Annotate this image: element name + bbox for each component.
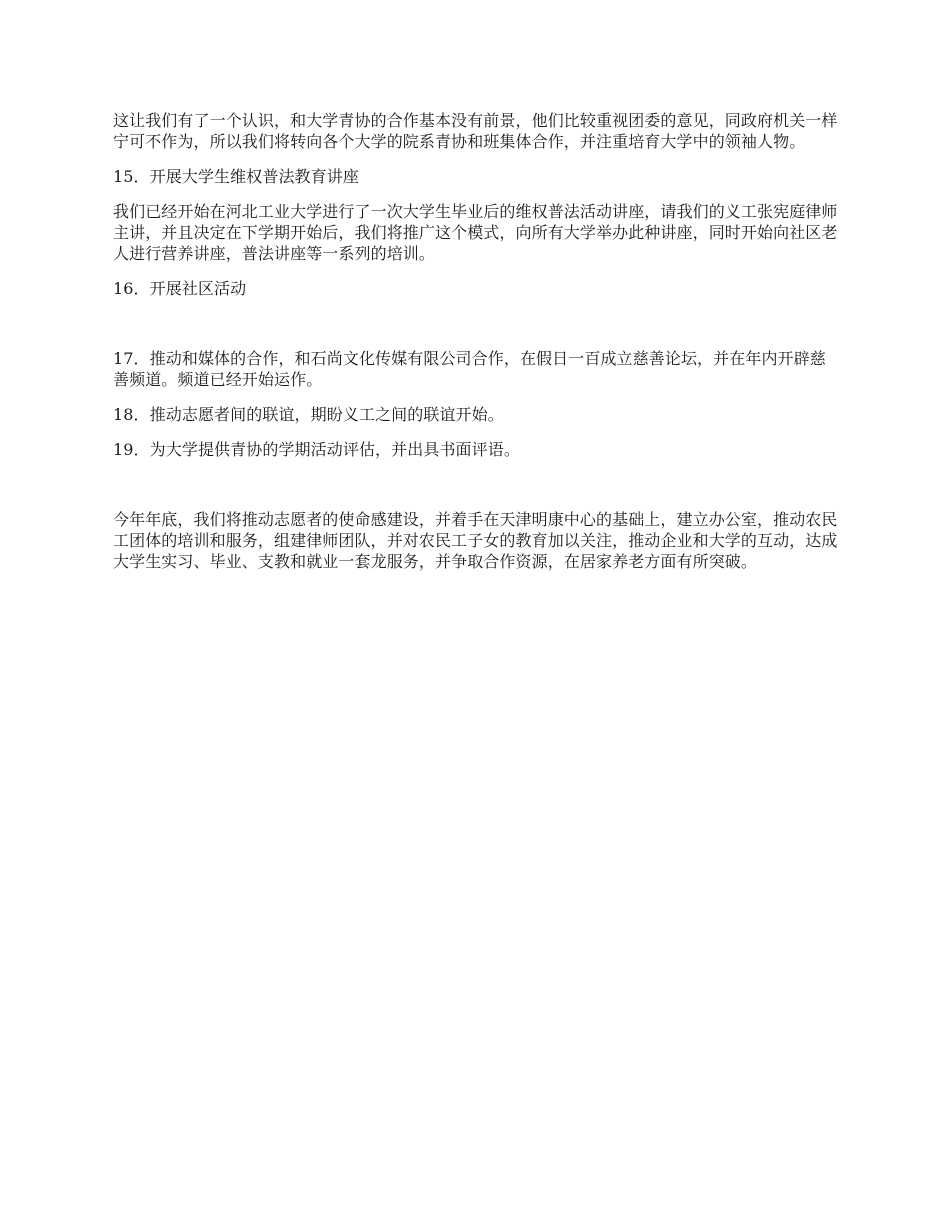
item-16-heading: 16．开展社区活动: [113, 279, 247, 298]
closing-paragraph: 今年年底，我们将推动志愿者的使命感建设，并着手在天津明康中心的基础上，建立办公室，推动农民工团体的培训和服务，组建律师团队，并对农民工子女的教育加以关注，推动企业和大学的互动，达成大学生实习、毕业、支教和就业一套龙服务，并争取合作资源，在居家养老方面有所突破。: [113, 510, 838, 571]
item-15-body: 我们已经开始在河北工业大学进行了一次大学生毕业后的维权普法活动讲座，请我们的义工张宪庭律师主讲，并且决定在下学期开始后，我们将推广这个模式，向所有大学举办此种讲座，同时开始向社区老人进行营养讲座，普法讲座等一系列的培训。: [113, 202, 838, 263]
item-17-heading: 17．推动和媒体的合作，和石尚文化传媒有限公司合作，在假日一百成立慈善论坛，并在年内开辟慈善频道。频道已经开始运作。: [113, 349, 826, 389]
intro-paragraph: 这让我们有了一个认识，和大学青协的合作基本没有前景，他们比较重视团委的意见，同政府机关一样宁可不作为，所以我们将转向各个大学的院系青协和班集体合作，并注重培育大学中的领袖人物。: [113, 111, 838, 151]
item-18-heading: 18．推动志愿者间的联谊，期盼义工之间的联谊开始。: [113, 405, 504, 424]
item-15-heading: 15．开展大学生维权普法教育讲座: [113, 167, 359, 186]
item-19-heading: 19．为大学提供青协的学期活动评估，并出具书面评语。: [113, 440, 520, 459]
